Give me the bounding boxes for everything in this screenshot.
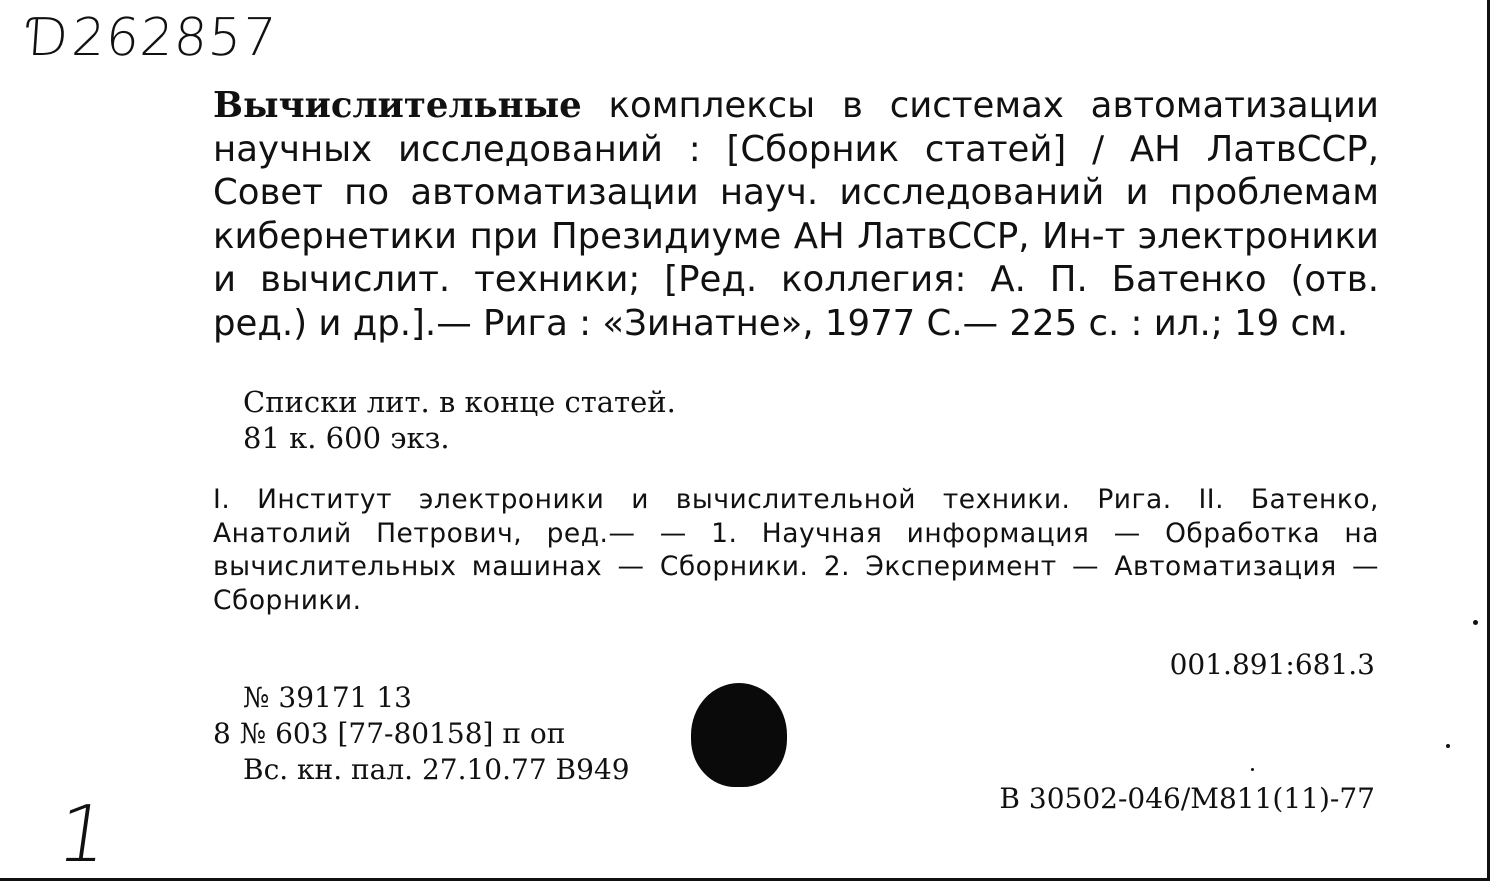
notes	[243, 384, 676, 456]
note-line: Списки лит. в конце статей.	[243, 385, 676, 419]
speck	[1446, 744, 1450, 748]
bottom-code: В 30502-046/М811(11)-77	[999, 782, 1375, 815]
reg-line: № 39171 13	[243, 681, 412, 714]
subject-headings: I. Институт электроники и вычислительной техники. Рига. II. Батенко, Анатолий Петрович, ред.— — 1. Научная информация — Обработка на вычислительных машинах — Сборники. 2. Эксперимент — Автоматизация — Сборники.	[213, 484, 1379, 616]
note-line: 81 к. 600 экз.	[243, 421, 450, 455]
handwritten-number: 1	[51, 790, 114, 880]
title-bold: Вычислительные	[213, 85, 582, 126]
punch-hole	[691, 683, 787, 787]
reg-line: 8 № 603 [77-80158] п оп	[213, 717, 566, 750]
registration-info	[213, 680, 630, 788]
bibliographic-description	[213, 84, 1379, 345]
speck	[1473, 620, 1478, 625]
udc-code: 001.891:681.3	[1169, 648, 1375, 681]
speck	[1251, 768, 1254, 771]
shelf-mark: Ɗ262857	[25, 8, 279, 68]
description-text: комплексы в системах автоматизации научных исследований : [Сборник статей] / АН ЛатвССР, Совет по автоматизации науч. исследований и проблемам кибернетики при Президиуме АН ЛатвССР, Ин-т электроники и вычислит. техники; [Ред. коллегия: А. П. Батенко (отв. ред.) и др.].— Рига : «Зинатне», 1977 С.— 225 с. : ил.; 19 см.	[213, 85, 1379, 344]
reg-line: Вс. кн. пал. 27.10.77 В949	[243, 753, 630, 786]
